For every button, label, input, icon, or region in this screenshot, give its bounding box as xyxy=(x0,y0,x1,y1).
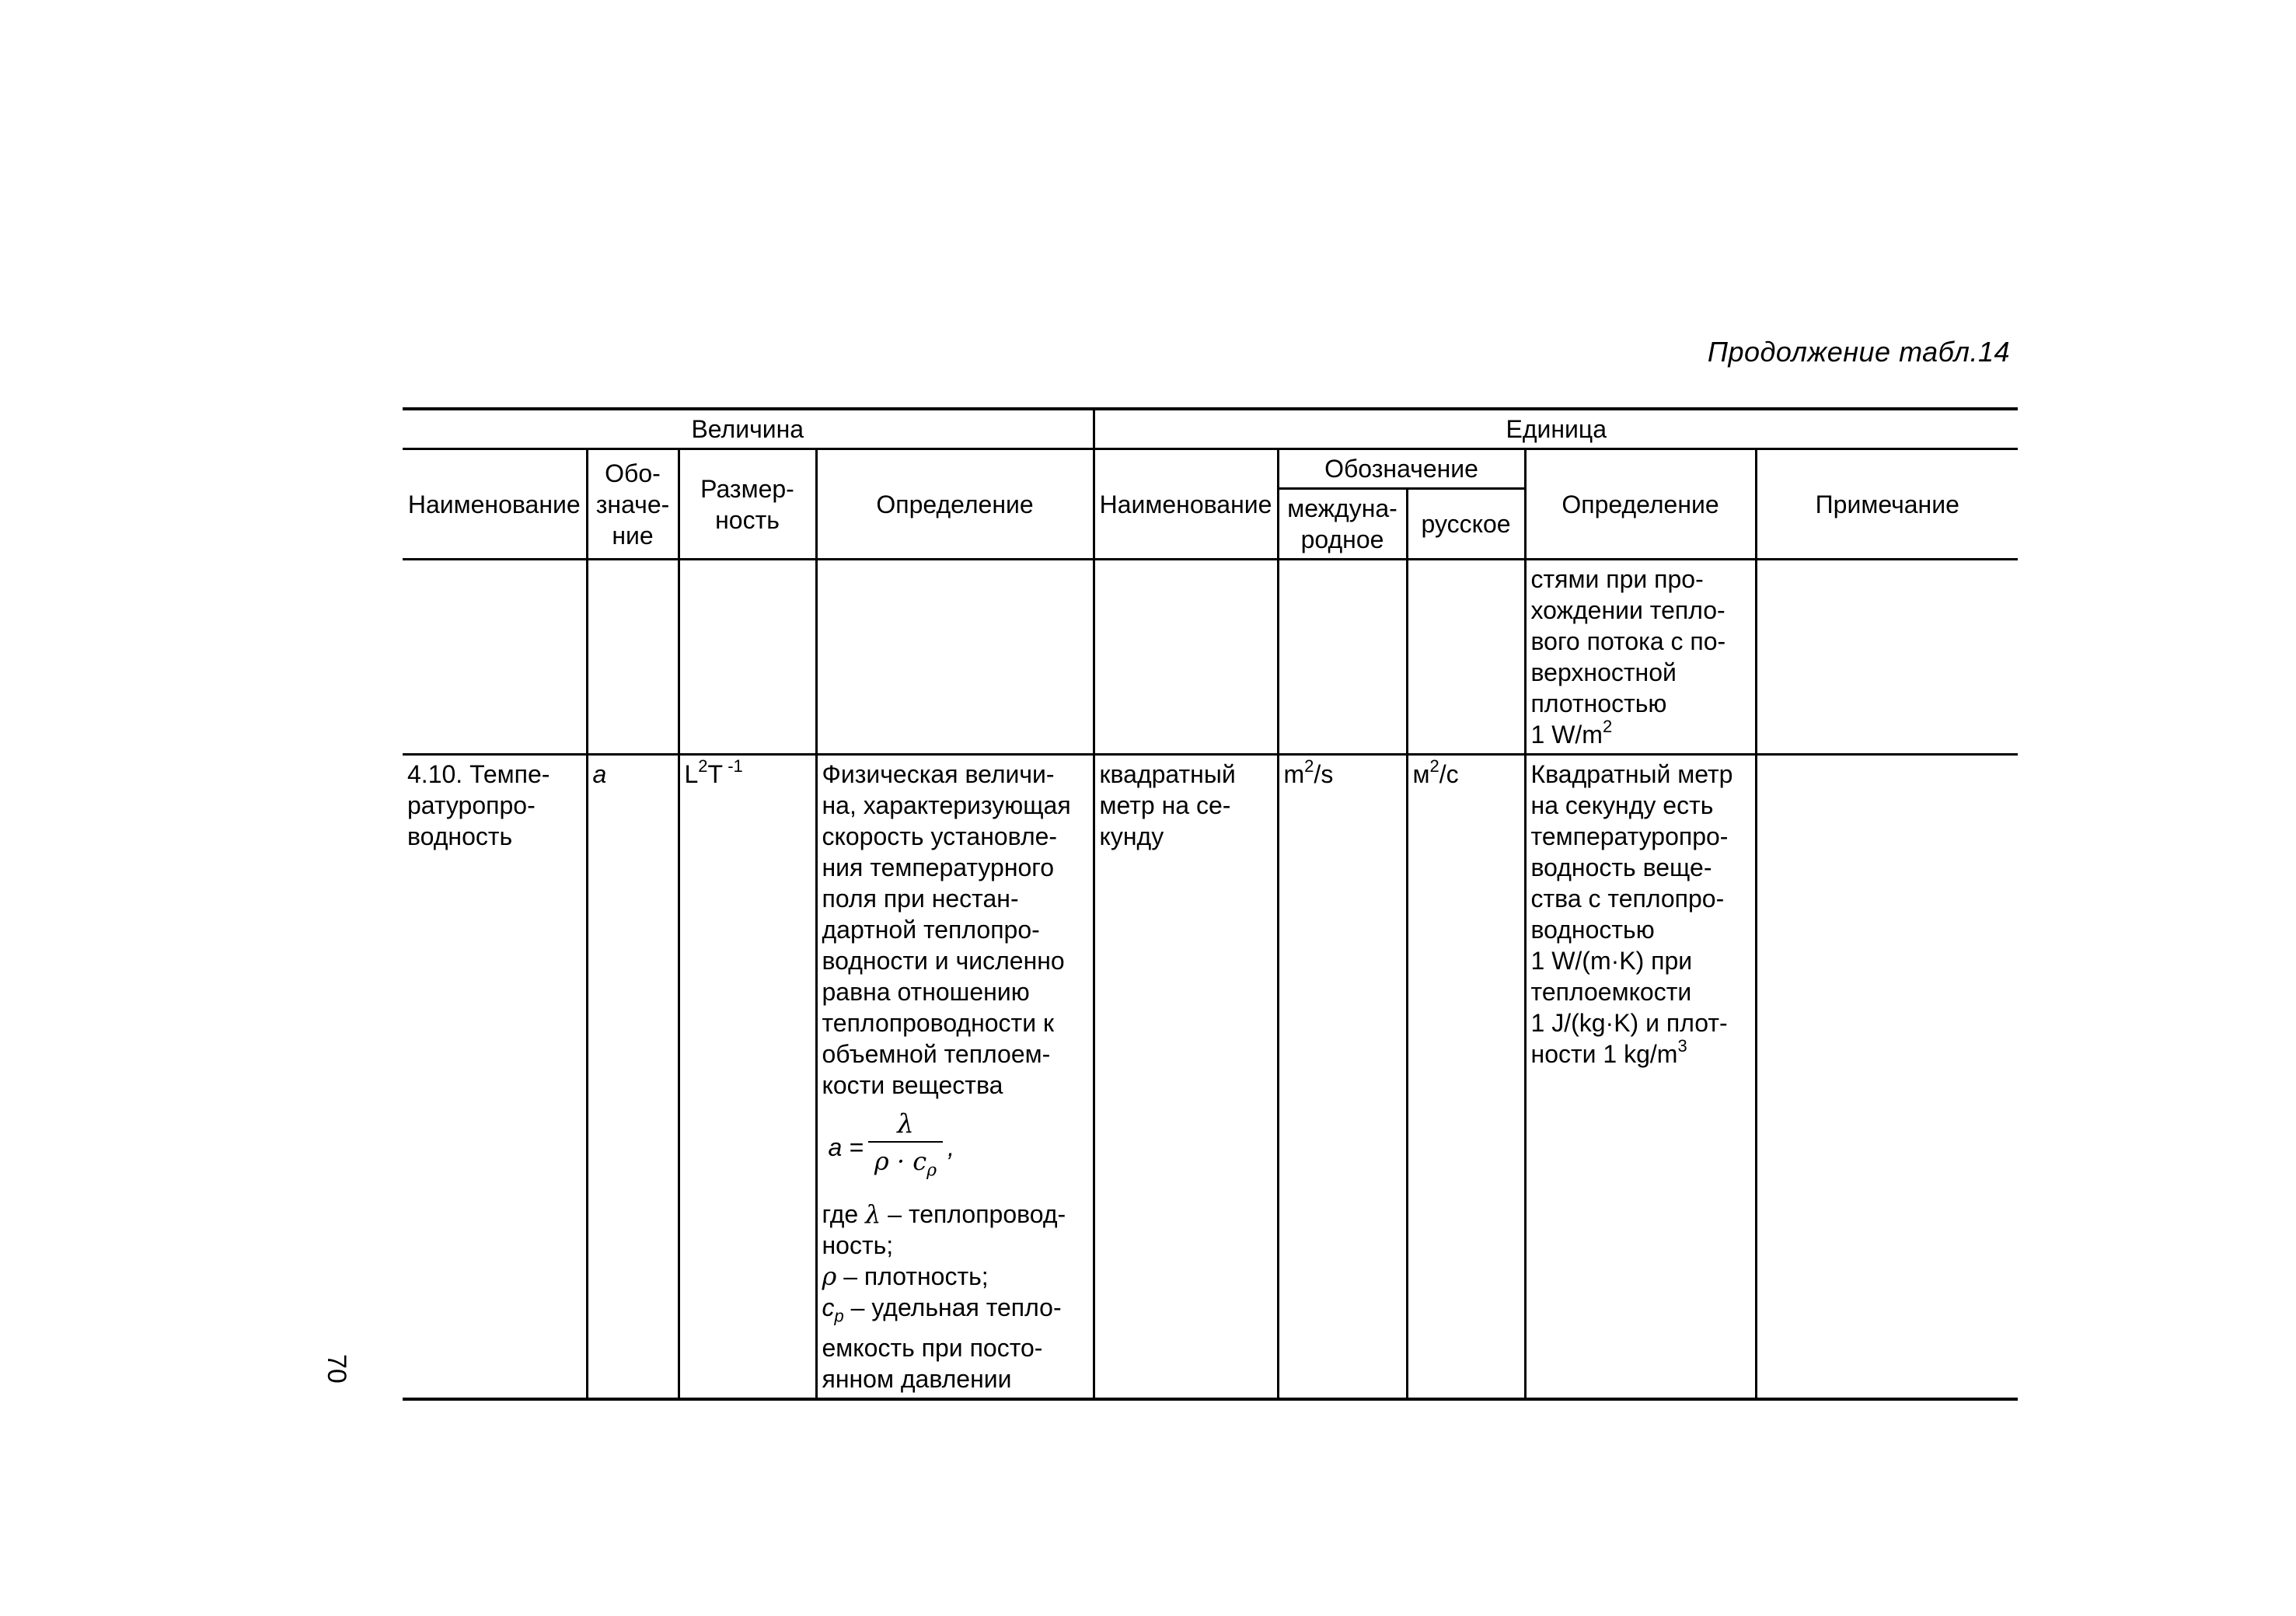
text-line xyxy=(1531,719,1750,750)
header-quantity-name: Наименование xyxy=(403,449,587,560)
header-dimension-line: Размер- xyxy=(700,474,794,503)
text-line: скорость установле- xyxy=(822,822,1058,850)
text-line: плотностью xyxy=(1530,689,1667,717)
header-dimension-line: ность xyxy=(715,505,780,534)
cell-empty xyxy=(1407,560,1525,755)
text-line: теплоемкости xyxy=(1530,978,1692,1006)
text-line xyxy=(822,1199,1088,1230)
header-symbol-line: значе- xyxy=(595,490,670,518)
header-unit: Единица xyxy=(1094,409,2018,449)
text-fragment: ности 1 kg/m xyxy=(1530,1040,1678,1068)
subscript: ρ xyxy=(926,1161,937,1181)
text-line: водность xyxy=(407,822,513,850)
cell-unit-name xyxy=(1094,755,1278,1399)
cell-quantity-symbol xyxy=(587,755,679,1399)
table-caption: Продолжение табл.14 xyxy=(1707,336,2010,368)
text-fragment: 1 W/m xyxy=(1530,721,1603,749)
dimension-base: T xyxy=(707,760,724,788)
superscript: 2 xyxy=(1429,756,1439,776)
superscript: 2 xyxy=(1602,717,1613,736)
header-note: Примечание xyxy=(1756,449,2018,560)
header-row-2 xyxy=(403,449,2018,489)
superscript: 2 xyxy=(1304,756,1314,776)
text-line: объемной теплоем- xyxy=(822,1040,1051,1068)
text-line xyxy=(822,1261,1088,1292)
text-fragment: ρ · c xyxy=(874,1147,927,1176)
superscript: 3 xyxy=(1677,1036,1687,1056)
cell-empty xyxy=(587,560,679,755)
text-line: Квадратный метр xyxy=(1530,760,1733,788)
text-fragment: где xyxy=(822,1200,866,1229)
header-quantity-dimension xyxy=(679,449,816,560)
cell-unit-international xyxy=(1278,755,1407,1399)
text-line: поля при нестан- xyxy=(822,885,1019,913)
subscript: p xyxy=(834,1306,844,1326)
symbol-text: a xyxy=(592,760,607,788)
dimension-base: L xyxy=(684,760,699,788)
cell-quantity-dimension xyxy=(679,755,816,1399)
header-symbol-line: ние xyxy=(612,521,654,550)
text-line: водность веще- xyxy=(1530,853,1712,881)
text-fragment: /s xyxy=(1314,760,1334,788)
text-line: 1 W/(m·K) при xyxy=(1530,947,1693,975)
header-unit-designation: Обозначение xyxy=(1278,449,1525,489)
text-line: ства с теплопро- xyxy=(1530,885,1725,913)
text-fragment: м xyxy=(1412,760,1430,788)
superscript: -1 xyxy=(723,756,743,776)
cell-empty xyxy=(1756,560,2018,755)
cell-unit-definition xyxy=(1525,755,1756,1399)
cell-empty xyxy=(1278,560,1407,755)
text-line: квадратный xyxy=(1099,760,1236,788)
header-quantity: Величина xyxy=(403,409,1094,449)
text-line: верхностной xyxy=(1530,658,1677,686)
cell-empty xyxy=(679,560,816,755)
text-line: на, характеризующая xyxy=(822,791,1071,819)
text-fragment: – удельная тепло- xyxy=(843,1293,1062,1322)
cell-quantity-definition xyxy=(816,755,1094,1399)
text-line: емкость при посто- xyxy=(822,1333,1043,1362)
cell-quantity-name xyxy=(403,755,587,1399)
cell-note xyxy=(1756,755,2018,1399)
formula-tail: , xyxy=(947,1133,954,1162)
table-row-4-10 xyxy=(403,755,2018,1399)
header-international-line: родное xyxy=(1300,525,1384,553)
cell-unit-russian xyxy=(1407,755,1525,1399)
header-symbol-line: Обо- xyxy=(605,459,661,487)
text-line: кости вещества xyxy=(822,1071,1003,1099)
text-line: ния температурного xyxy=(822,853,1055,881)
text-line: Физическая величи- xyxy=(822,760,1055,788)
text-line: температуропро- xyxy=(1530,822,1729,850)
cell-empty xyxy=(403,560,587,755)
formula xyxy=(829,1108,1088,1186)
superscript: 2 xyxy=(698,756,708,776)
header-international-line: междуна- xyxy=(1287,494,1397,522)
text-fragment: – теплопровод- xyxy=(881,1200,1066,1229)
page-number: 70 xyxy=(322,1354,351,1384)
text-line: 1 J/(kg·K) и плот- xyxy=(1530,1009,1728,1037)
text-fragment: m xyxy=(1283,760,1305,788)
quantities-table xyxy=(403,407,2018,1401)
text-line: янном давлении xyxy=(822,1364,1012,1393)
text-line: водности и численно xyxy=(822,947,1065,975)
text-line: ность; xyxy=(822,1231,894,1260)
header-quantity-symbol xyxy=(587,449,679,560)
text-line xyxy=(822,1292,1088,1332)
text-line: стями при про- xyxy=(1530,565,1704,593)
header-quantity-definition: Определение xyxy=(816,449,1094,560)
text-line: теплопроводности к xyxy=(822,1009,1054,1037)
header-unit-russian: русское xyxy=(1407,489,1525,560)
text-line: метр на се- xyxy=(1099,791,1231,819)
text-line: ратуропро- xyxy=(407,791,536,819)
formula-lhs: a = xyxy=(828,1133,864,1162)
header-unit-name: Наименование xyxy=(1094,449,1278,560)
header-unit-international xyxy=(1278,489,1407,560)
text-line: кунду xyxy=(1099,822,1164,850)
text-line: 4.10. Темпе- xyxy=(407,760,550,788)
symbol-lambda: λ xyxy=(865,1199,881,1230)
cell-unit-definition-continued xyxy=(1525,560,1756,755)
text-line xyxy=(1531,1038,1750,1070)
header-row-1 xyxy=(403,409,2018,449)
header-unit-definition: Определение xyxy=(1525,449,1756,560)
text-line: равна отношению xyxy=(822,978,1030,1006)
formula-denominator xyxy=(868,1141,943,1186)
text-line: вого потока с по- xyxy=(1530,627,1726,655)
text-line: дартной теплопро- xyxy=(822,916,1040,944)
formula-fraction xyxy=(868,1108,943,1186)
table-row-continued xyxy=(403,560,2018,755)
text-fragment: – плотность; xyxy=(836,1262,989,1291)
text-line: водностью xyxy=(1530,916,1655,944)
formula-numerator: λ xyxy=(897,1108,914,1140)
symbol-rho: ρ xyxy=(822,1262,837,1292)
cell-empty xyxy=(816,560,1094,755)
text-fragment: /с xyxy=(1439,760,1459,788)
cell-empty xyxy=(1094,560,1278,755)
text-line: хождении тепло- xyxy=(1530,596,1725,624)
symbol-cp: c xyxy=(822,1293,835,1322)
text-line: на секунду есть xyxy=(1530,791,1714,819)
